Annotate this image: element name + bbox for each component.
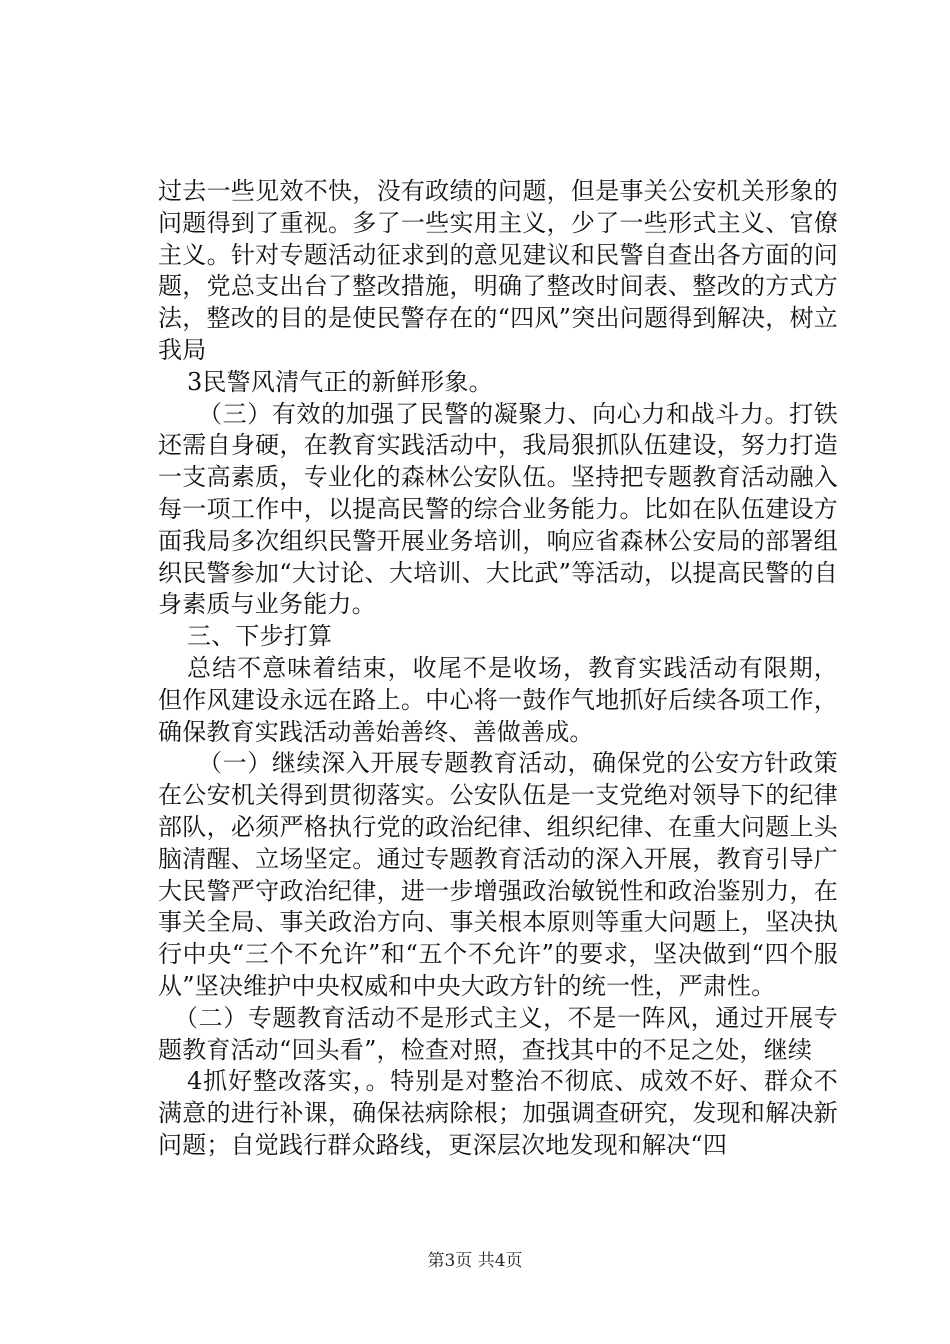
paragraph-section-3: （三）有效的加强了民警的凝聚力、向心力和战斗力。打铁还需自身硬，在教育实践活动中，我局狠抓队伍建设，努力打造一支高素质，专业化的森林公安队伍。坚持把专题教育活动融入每一项工作中，以提高民警的综合业务能力。比如在队伍建设方面我局多次组织民警开展业务培训，响应省森林公安局的部署组织民警参加“大讨论、大培训、大比武”等活动，以提高民警的自身素质与业务能力。 <box>158 399 838 619</box>
paragraph-step-2: （二）专题教育活动不是形式主义，不是一阵风，通过开展专题教育活动“回头看”，检查对照，查找其中的不足之处，继续 <box>158 1003 838 1064</box>
paragraph-page-marker-4: 4抓好整改落实，。特别是对整治不彻底、成效不好、群众不满意的进行补课，确保祛病除根；加强调查研究，发现和解决新问题；自觉践行群众路线，更深层次地发现和解决“四 <box>158 1067 838 1159</box>
paragraph-summary: 总结不意味着结束，收尾不是收场，教育实践活动有限期，但作风建设永远在路上。中心将一鼓作气地抓好后续各项工作，确保教育实践活动善始善终、善做善成。 <box>158 653 838 746</box>
paragraph-page-marker-3: 3民警风清气正的新鲜形象。 <box>187 367 493 396</box>
paragraph-step-1: （一）继续深入开展专题教育活动，确保党的公安方针政策在公安机关得到贯彻落实。公安队伍是一支党绝对领导下的纪律部队，必须严格执行党的政治纪律、组织纪律、在重大问题上头脑清醒、立场坚定。通过专题教育活动的深入开展，教育引导广大民警严守政治纪律，进一步增强政治敏锐性和政治鉴别力，在事关全局、事关政治方向、事关根本原则等重大问题上，坚决执行中央“三个不允许”和“五个不允许”的要求，坚决做到“四个服从”坚决维护中央权威和中央大政方针的统一性，严肃性。 <box>158 749 838 1000</box>
heading-next-steps: 三、下步打算 <box>187 622 333 651</box>
paragraph-intro: 过去一些见效不快，没有政绩的问题，但是事关公安机关形象的问题得到了重视。多了一些实用主义，少了一些形式主义、官僚主义。针对专题活动征求到的意见建议和民警自查出各方面的问题，党总支出台了整改措施，明确了整改时间表、整改的方式方法，整改的目的是使民警存在的“四风”突出问题得到解决，树立我局 <box>158 177 838 364</box>
page-footer: 第3页 共4页 <box>427 1251 523 1271</box>
document-body <box>158 176 838 1162</box>
